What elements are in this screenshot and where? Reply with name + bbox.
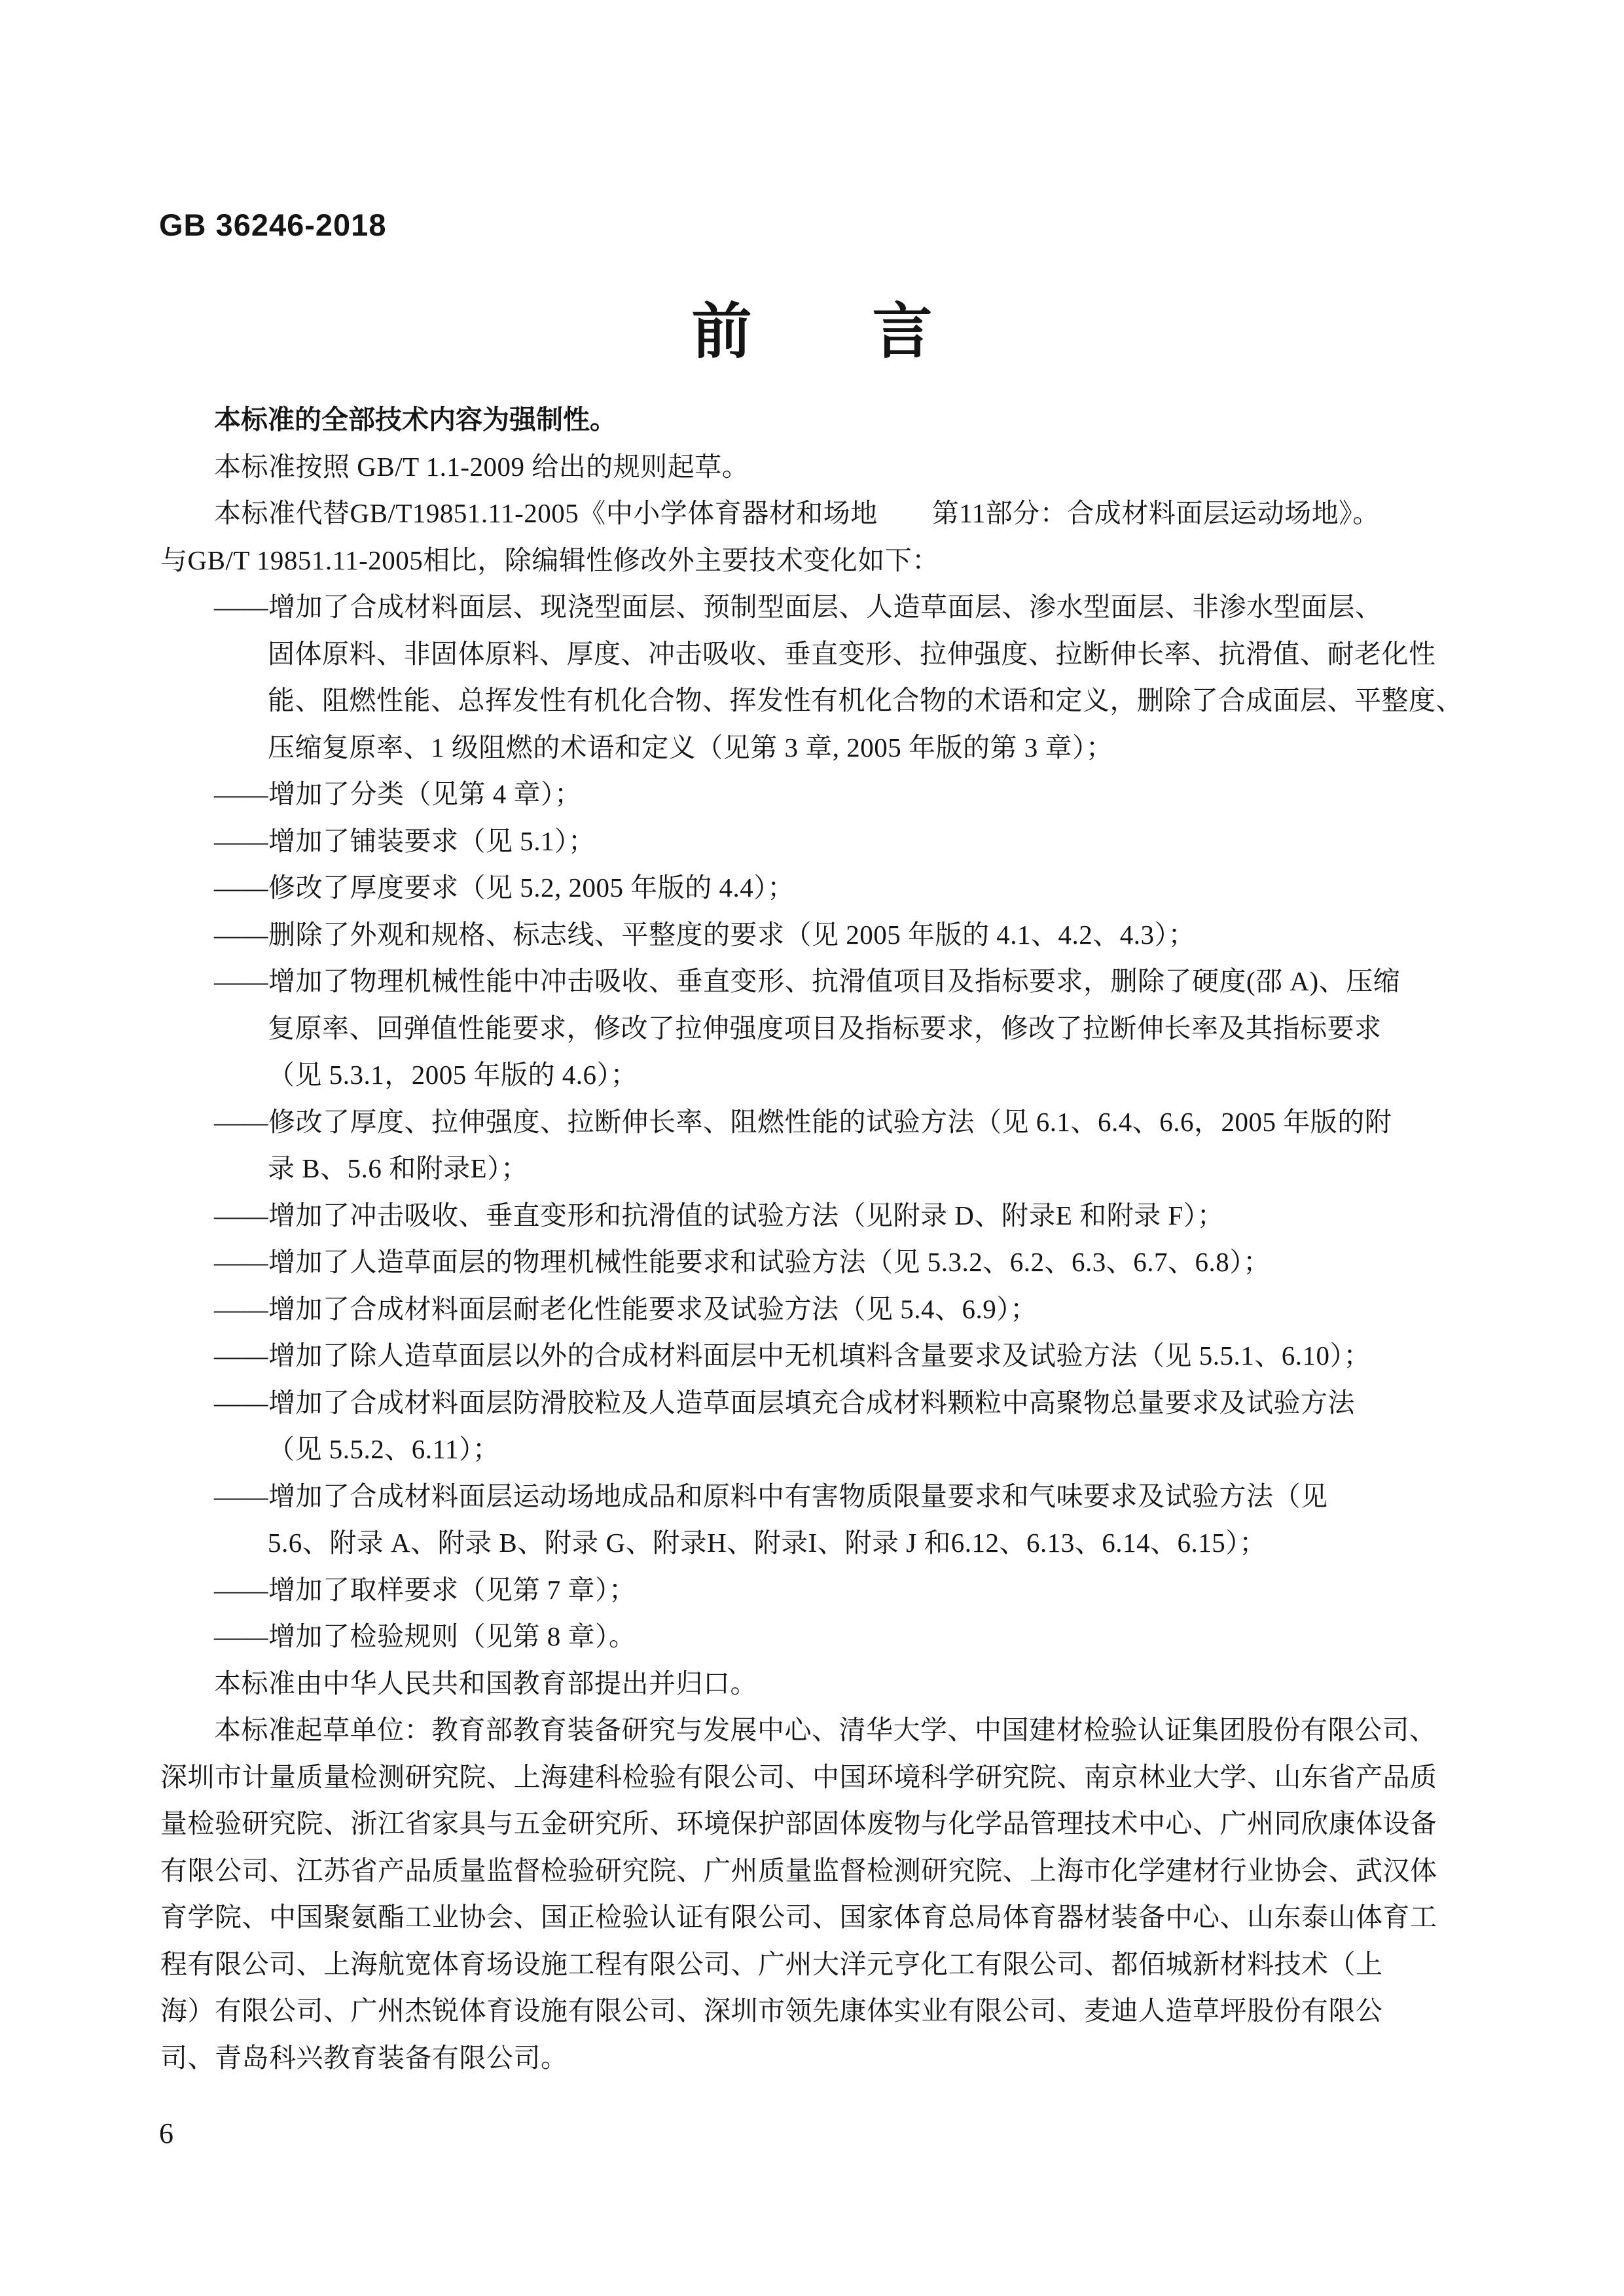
text-line: 程有限公司、上海航宽体育场设施工程有限公司、广州大洋元亨化工有限公司、都佰城新材料技术（上 <box>160 1948 1383 1979</box>
text-line: ——增加了除人造草面层以外的合成材料面层中无机填料含量要求及试验方法（见 5.5.1、6.10）； <box>214 1340 1371 1371</box>
text-line: 海）有限公司、广州杰锐体育设施有限公司、深圳市领先康体实业有限公司、麦迪人造草坪股份有限公 <box>160 1996 1383 2026</box>
text-line: （见 5.3.1，2005 年版的 4.6）； <box>268 1060 638 1090</box>
text-line: 量检验研究院、浙江省家具与五金研究所、环境保护部固体废物与化学品管理技术中心、广州同欣康体设备 <box>160 1808 1437 1839</box>
text-line: 育学院、中国聚氨酯工业协会、国正检验认证有限公司、国家体育总局体育器材装备中心、山东泰山体育工 <box>160 1902 1437 1932</box>
text-line: 与GB/T 19851.11-2005相比，除编辑性修改外主要技术变化如下： <box>160 545 939 575</box>
text-line: ——增加了检验规则（见第 8 章）。 <box>214 1621 636 1651</box>
text-line: 本标准起草单位：教育部教育装备研究与发展中心、清华大学、中国建材检验认证集团股份有限公司、 <box>214 1715 1437 1745</box>
page-number: 6 <box>159 2117 173 2149</box>
text-line: 压缩复原率、1 级阻燃的术语和定义（见第 3 章, 2005 年版的第 3 章）； <box>268 732 1113 762</box>
text-line: 本标准按照 GB/T 1.1-2009 给出的规则起草。 <box>214 451 749 482</box>
text-line: （见 5.5.2、6.11）； <box>268 1434 500 1464</box>
text-line: ——增加了物理机械性能中冲击吸收、垂直变形、抗滑值项目及指标要求，删除了硬度(邵 A)、压缩 <box>214 966 1401 996</box>
text-line: ——增加了铺装要求（见 5.1）； <box>214 825 596 856</box>
text-line: 本标准的全部技术内容为强制性。 <box>214 404 617 435</box>
page-title: 前 言 <box>691 298 933 365</box>
text-line: ——增加了合成材料面层防滑胶粒及人造草面层填充合成材料颗粒中高聚物总量要求及试验方法 <box>214 1387 1355 1418</box>
text-line: 本标准由中华人民共和国教育部提出并归口。 <box>214 1668 757 1698</box>
text-line: 5.6、附录 A、附录 B、附录 G、附录H、附录I、附录 J 和6.12、6.13、6.14、6.15）； <box>268 1528 1267 1558</box>
text-line: 固体原料、非固体原料、厚度、冲击吸收、垂直变形、拉伸强度、拉断伸长率、抗滑值、耐老化性 <box>268 638 1436 669</box>
text-line: ——增加了合成材料面层、现浇型面层、预制型面层、人造草面层、渗水型面层、非渗水型面层、 <box>214 592 1382 622</box>
text-line: ——增加了合成材料面层运动场地成品和原料中有害物质限量要求和气味要求及试验方法（见 <box>214 1480 1328 1511</box>
text-line: 录 B、5.6 和附录E）； <box>268 1153 528 1183</box>
text-line: 复原率、回弹值性能要求，修改了拉伸强度项目及指标要求，修改了拉断伸长率及其指标要求 <box>268 1013 1382 1043</box>
text-line: ——增加了人造草面层的物理机械性能要求和试验方法（见 5.3.2、6.2、6.3、6.7、6.8）； <box>214 1247 1271 1277</box>
standard-number: GB 36246-2018 <box>159 207 387 242</box>
text-line: 司、青岛科兴教育装备有限公司。 <box>160 2042 568 2073</box>
text-line: ——增加了分类（见第 4 章）； <box>214 779 582 809</box>
text-line: 能、阻燃性能、总挥发性有机化合物、挥发性有机化合物的术语和定义，删除了合成面层、平整度、 <box>268 685 1463 715</box>
text-line: ——修改了厚度、拉伸强度、拉断伸长率、阻燃性能的试验方法（见 6.1、6.4、6.6，2005 年版的附 <box>214 1106 1392 1137</box>
foreword-body <box>160 397 1470 2081</box>
text-line: ——删除了外观和规格、标志线、平整度的要求（见 2005 年版的 4.1、4.2、4.3）； <box>214 919 1195 950</box>
text-line: 本标准代替GB/T19851.11-2005《中小学体育器材和场地 第11部分：合成材料面层运动场地》。 <box>214 498 1380 528</box>
text-line: ——增加了取样要求（见第 7 章）； <box>214 1574 636 1605</box>
text-line: ——增加了合成材料面层耐老化性能要求及试验方法（见 5.4、6.9）； <box>214 1293 1038 1324</box>
text-line: 深圳市计量质量检测研究院、上海建科检验有限公司、中国环境科学研究院、南京林业大学、山东省产品质 <box>160 1761 1437 1792</box>
text-line: ——修改了厚度要求（见 5.2, 2005 年版的 4.4）； <box>214 872 795 903</box>
text-line: ——增加了冲击吸收、垂直变形和抗滑值的试验方法（见附录 D、附录E 和附录 F）； <box>214 1200 1225 1230</box>
text-line: 有限公司、江苏省产品质量监督检验研究院、广州质量监督检测研究院、上海市化学建材行业协会、武汉体 <box>160 1855 1437 1886</box>
